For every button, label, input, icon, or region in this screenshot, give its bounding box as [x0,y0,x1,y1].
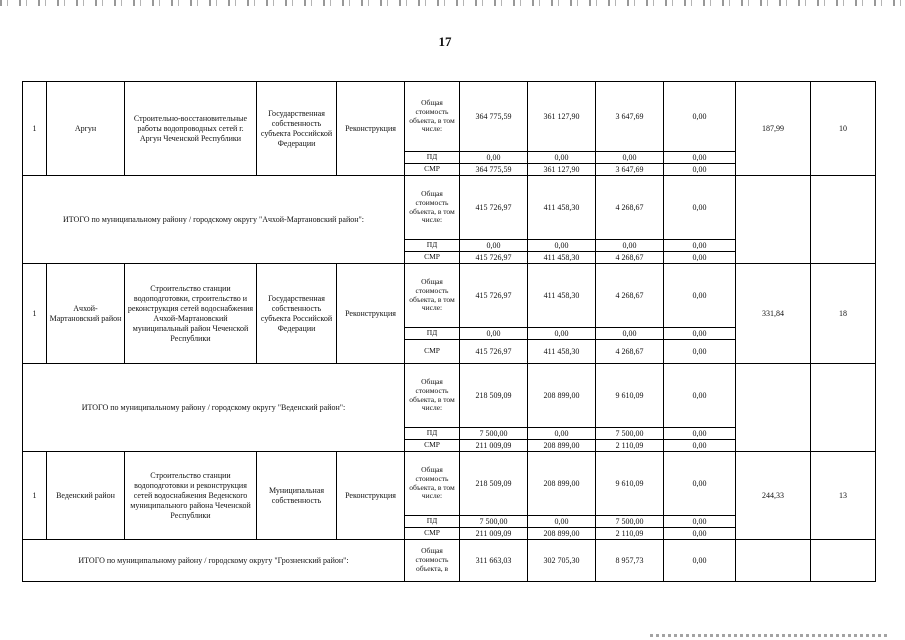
object-name-cell: Строительно-восстановительные работы водопроводных сетей г. Аргун Чеченской Республики [125,82,257,176]
district-cell: Аргун [47,82,125,176]
value-federal: 411 458,30 [528,176,596,240]
value-regional: 4 268,67 [596,340,664,364]
value-total: 0,00 [460,152,528,164]
line-label: Общая стоимость объекта, в том числе: [405,82,460,152]
value-total: 311 663,03 [460,540,528,582]
scan-noise-top [0,0,905,6]
value-total: 364 775,59 [460,82,528,152]
line-label: ПД [405,516,460,528]
page-number: 17 [438,34,452,49]
count-cell: 10 [811,82,876,176]
value-federal: 0,00 [528,428,596,440]
work-type-cell: Реконструкция [337,82,405,176]
value-federal: 0,00 [528,152,596,164]
value-federal: 411 458,30 [528,340,596,364]
district-cell: Ачхой-Мартановский район [47,264,125,364]
value-regional: 9 610,09 [596,452,664,516]
row-number: 1 [23,264,47,364]
value-federal: 208 899,00 [528,452,596,516]
value-regional: 4 268,67 [596,264,664,328]
object-name-cell: Строительство станции водоподготовки и реконструкция сетей водоснабжения Веденского муниципального района Чеченской Республики [125,452,257,540]
capacity-cell [736,540,811,582]
value-regional: 3 647,69 [596,164,664,176]
work-type-cell: Реконструкция [337,452,405,540]
value-other: 0,00 [664,240,736,252]
line-label: Общая стоимость объекта, в том числе: [405,452,460,516]
value-total: 0,00 [460,328,528,340]
value-total: 415 726,97 [460,176,528,240]
line-label: Общая стоимость объекта, в [405,540,460,582]
value-regional: 0,00 [596,328,664,340]
count-cell [811,540,876,582]
value-other: 0,00 [664,428,736,440]
value-other: 0,00 [664,164,736,176]
line-label: ПД [405,428,460,440]
value-federal: 0,00 [528,516,596,528]
value-total: 218 509,09 [460,452,528,516]
line-label: СМР [405,340,460,364]
value-regional: 9 610,09 [596,364,664,428]
value-regional: 8 957,73 [596,540,664,582]
ownership-cell: Государственная собственность субъекта Российской Федерации [257,82,337,176]
row-number: 1 [23,452,47,540]
value-federal: 0,00 [528,240,596,252]
row-number: 1 [23,82,47,176]
capacity-cell: 187,99 [736,82,811,176]
capacity-cell: 331,84 [736,264,811,364]
value-total: 415 726,97 [460,340,528,364]
value-regional: 2 110,09 [596,528,664,540]
value-regional: 7 500,00 [596,516,664,528]
value-total: 211 009,09 [460,440,528,452]
value-federal: 302 705,30 [528,540,596,582]
value-federal: 208 899,00 [528,364,596,428]
value-other: 0,00 [664,340,736,364]
ownership-cell: Государственная собственность субъекта Российской Федерации [257,264,337,364]
district-cell: Веденский район [47,452,125,540]
value-federal: 411 458,30 [528,264,596,328]
table-row [23,82,876,152]
line-label: ПД [405,240,460,252]
scan-noise-bottom [650,634,890,637]
value-total: 0,00 [460,240,528,252]
value-other: 0,00 [664,364,736,428]
value-other: 0,00 [664,440,736,452]
table-row [23,364,876,428]
line-label: Общая стоимость объекта, в том числе: [405,264,460,328]
value-total: 211 009,09 [460,528,528,540]
value-other: 0,00 [664,82,736,152]
investment-table [22,81,876,582]
subtotal-label: ИТОГО по муниципальному району / городскому округу "Ачхой-Мартановский район": [23,176,405,264]
subtotal-label: ИТОГО по муниципальному району / городскому округу "Грозненский район": [23,540,405,582]
value-regional: 2 110,09 [596,440,664,452]
value-federal: 361 127,90 [528,82,596,152]
value-regional: 4 268,67 [596,176,664,240]
count-cell [811,176,876,264]
count-cell [811,364,876,452]
value-regional: 0,00 [596,152,664,164]
value-regional: 3 647,69 [596,82,664,152]
value-federal: 411 458,30 [528,252,596,264]
table-row [23,540,876,582]
value-federal: 208 899,00 [528,440,596,452]
value-regional: 7 500,00 [596,428,664,440]
capacity-cell: 244,33 [736,452,811,540]
capacity-cell [736,364,811,452]
line-label: СМР [405,252,460,264]
value-federal: 208 899,00 [528,528,596,540]
table-row [23,264,876,328]
count-cell: 18 [811,264,876,364]
line-label: ПД [405,152,460,164]
capacity-cell [736,176,811,264]
count-cell: 13 [811,452,876,540]
subtotal-label: ИТОГО по муниципальному району / городскому округу "Веденский район": [23,364,405,452]
ownership-cell: Муниципальная собственность [257,452,337,540]
value-regional: 4 268,67 [596,252,664,264]
value-other: 0,00 [664,540,736,582]
line-label: СМР [405,528,460,540]
value-total: 364 775,59 [460,164,528,176]
value-other: 0,00 [664,252,736,264]
value-total: 7 500,00 [460,516,528,528]
work-type-cell: Реконструкция [337,264,405,364]
value-other: 0,00 [664,516,736,528]
value-federal: 0,00 [528,328,596,340]
value-other: 0,00 [664,528,736,540]
line-label: Общая стоимость объекта, в том числе: [405,364,460,428]
value-other: 0,00 [664,176,736,240]
value-total: 218 509,09 [460,364,528,428]
line-label: Общая стоимость объекта, в том числе: [405,176,460,240]
value-total: 415 726,97 [460,252,528,264]
value-federal: 361 127,90 [528,164,596,176]
table-row [23,452,876,516]
line-label: СМР [405,440,460,452]
line-label: СМР [405,164,460,176]
object-name-cell: Строительство станции водоподготовки, строительство и реконструкция сетей водоснабжения Ачхой-Мартановский муниципальный район Чеченской Республики [125,264,257,364]
value-total: 415 726,97 [460,264,528,328]
value-regional: 0,00 [596,240,664,252]
value-other: 0,00 [664,264,736,328]
value-other: 0,00 [664,328,736,340]
value-total: 7 500,00 [460,428,528,440]
value-other: 0,00 [664,152,736,164]
value-other: 0,00 [664,452,736,516]
table-row [23,176,876,240]
line-label: ПД [405,328,460,340]
